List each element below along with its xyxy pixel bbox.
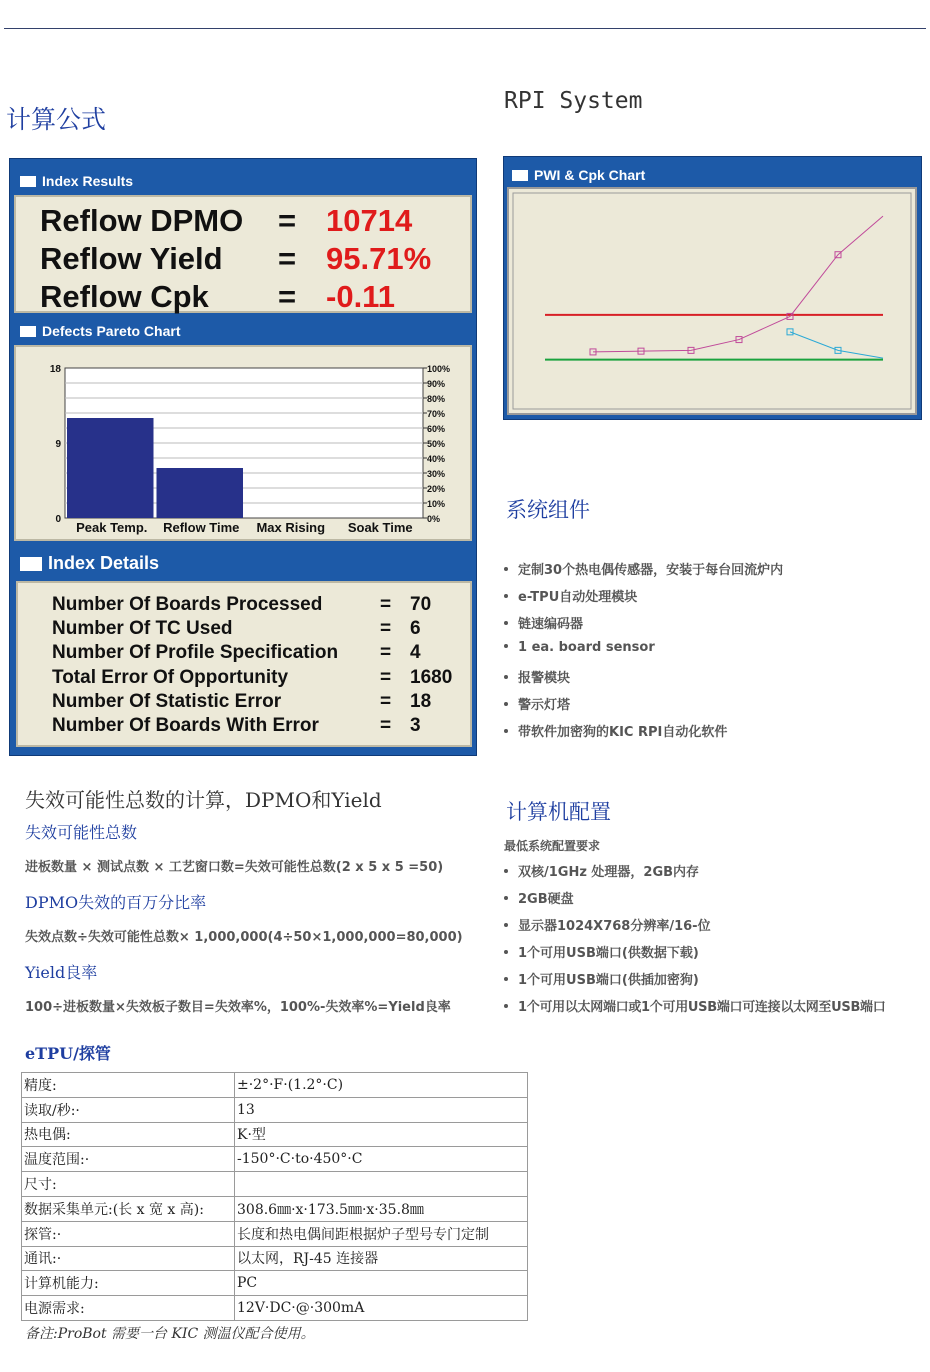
bullet-icon — [504, 950, 508, 954]
y2-tick-label: 20% — [427, 484, 446, 494]
x-tick-label: Reflow Time — [163, 520, 240, 535]
detail-value: 1680 — [410, 667, 453, 688]
yield-row — [40, 241, 432, 277]
pareto-box — [14, 345, 472, 541]
list-item-text: 警示灯塔 — [518, 698, 571, 713]
result-value: -0.11 — [326, 279, 395, 314]
spec-label: 精度: — [22, 1073, 235, 1098]
index-results-title-text: Index Results — [42, 173, 134, 189]
x-tick-label: Soak Time — [347, 520, 413, 535]
y2-tick-label: 30% — [427, 469, 446, 479]
bullet-icon — [504, 621, 508, 625]
computer-subtitle: 最低系统配置要求 — [504, 839, 601, 853]
spec-value: 长度和热电偶间距根据炉子型号专门定制 — [235, 1221, 528, 1246]
table-row — [22, 1172, 528, 1197]
detail-value: 4 — [410, 642, 421, 663]
list-item — [502, 942, 699, 961]
bullet-icon — [504, 702, 508, 706]
detail-label: Number Of TC Used — [52, 618, 233, 639]
spec-value: K·型 — [235, 1122, 528, 1147]
bullet-icon — [504, 1004, 508, 1008]
spec-value: 以太网，RJ-45 连接器 — [235, 1246, 528, 1271]
detail-row — [52, 667, 452, 689]
spec-label: 通讯:· — [22, 1246, 235, 1271]
spec-label: 尺寸: — [22, 1172, 235, 1197]
components-heading: 系统组件 — [506, 498, 590, 522]
etpu-spec-table — [21, 1072, 528, 1321]
table-row — [22, 1073, 528, 1098]
top-divider — [4, 28, 926, 29]
list-item — [502, 861, 699, 880]
spec-value — [235, 1172, 528, 1197]
detail-eq: = — [380, 715, 392, 736]
detail-row — [52, 642, 452, 664]
detail-eq: = — [380, 667, 392, 688]
detail-label: Number Of Profile Specification — [52, 642, 339, 663]
pwi-panel — [503, 156, 922, 420]
panel-icon — [512, 170, 528, 181]
list-item — [502, 694, 570, 713]
detail-eq: = — [380, 691, 392, 712]
list-item-text: 报警模块 — [518, 671, 571, 686]
list-item-text: 2GB硬盘 — [518, 892, 574, 907]
index-details-title-text: Index Details — [48, 553, 160, 573]
list-item-text: 带软件加密狗的KIC RPI自动化软件 — [518, 725, 728, 740]
bullet-icon — [504, 594, 508, 598]
calc-heading: 失效可能性总数的计算，DPMO和Yield — [25, 788, 382, 812]
computer-heading: 计算机配置 — [506, 800, 611, 824]
y-tick-label: 0 — [55, 514, 61, 525]
y2-tick-label: 80% — [427, 394, 446, 404]
bullet-icon — [504, 675, 508, 679]
calc-sub3: Yield良率 — [25, 963, 98, 982]
spec-label: 探管:· — [22, 1221, 235, 1246]
calc-text1: 进板数量 × 测试点数 × 工艺窗口数=失效可能性总数(2 x 5 x 5 =50) — [25, 860, 444, 875]
index-details-title — [20, 553, 159, 574]
list-item-text: e-TPU自动处理模块 — [518, 590, 638, 605]
detail-eq: = — [380, 594, 392, 615]
pwi-title-text: PWI & Cpk Chart — [534, 167, 646, 183]
list-item — [502, 586, 637, 605]
y2-tick-label: 10% — [427, 499, 446, 509]
list-item — [502, 559, 783, 578]
spec-value: ±·2°·F·(1.2°·C) — [235, 1073, 528, 1098]
spec-value: -150°·C·to·450°·C — [235, 1147, 528, 1172]
plot-area — [513, 193, 911, 409]
pareto-chart — [16, 347, 470, 539]
table-row — [22, 1097, 528, 1122]
table-row — [22, 1196, 528, 1221]
right-heading: RPI System — [504, 88, 643, 114]
list-item-text: 定制30个热电偶传感器，安装于每台回流炉内 — [518, 563, 784, 578]
detail-row — [52, 618, 452, 640]
detail-eq: = — [380, 618, 392, 639]
list-item — [502, 613, 583, 632]
list-item — [502, 888, 574, 907]
table-row — [22, 1296, 528, 1321]
detail-value: 6 — [410, 618, 421, 639]
spec-label: 计算机能力: — [22, 1271, 235, 1296]
list-item-text: 链速编码器 — [518, 617, 584, 632]
pwi-title — [512, 167, 645, 183]
list-item — [502, 969, 699, 988]
list-item-text: 1个可用USB端口(供数据下载) — [518, 946, 699, 961]
list-item-text: 显示器1024X768分辨率/16-位 — [518, 919, 711, 934]
result-label: Reflow Yield — [40, 241, 223, 276]
list-item-text: 1个可用USB端口(供插加密狗) — [518, 973, 699, 988]
result-eq: = — [278, 241, 297, 276]
y2-tick-label: 90% — [427, 379, 446, 389]
y2-tick-label: 50% — [427, 439, 446, 449]
table-row — [22, 1246, 528, 1271]
left-heading: 计算公式 — [6, 105, 107, 134]
panel-icon — [20, 557, 42, 571]
pwi-box — [507, 187, 917, 415]
list-item — [502, 640, 655, 655]
y-tick-label: 18 — [49, 364, 61, 375]
bar — [157, 468, 244, 518]
detail-value: 70 — [410, 594, 432, 615]
detail-label: Total Error Of Opportunity — [52, 667, 289, 688]
y2-tick-label: 0% — [427, 514, 441, 524]
table-row — [22, 1147, 528, 1172]
bullet-icon — [504, 869, 508, 873]
index-results-box — [14, 195, 472, 313]
detail-value: 18 — [410, 691, 432, 712]
y2-tick-label: 60% — [427, 424, 446, 434]
x-tick-label: Peak Temp. — [76, 520, 148, 535]
index-details-box — [16, 581, 472, 747]
list-item-text: 双核/1GHz 处理器，2GB内存 — [518, 865, 700, 880]
y2-tick-label: 100% — [427, 364, 451, 374]
calc-text2: 失效点数÷失效可能性总数× 1,000,000(4÷50×1,000,000=80,000) — [25, 930, 463, 945]
etpu-note: 备注:ProBot 需要一台 KIC 测温仪配合使用。 — [25, 1326, 315, 1342]
table-row — [22, 1221, 528, 1246]
result-label: Reflow DPMO — [40, 203, 244, 238]
y-tick-label: 9 — [55, 439, 61, 450]
bullet-icon — [504, 567, 508, 571]
calc-sub1: 失效可能性总数 — [25, 823, 138, 842]
detail-eq: = — [380, 642, 392, 663]
list-item — [502, 915, 711, 934]
detail-label: Number Of Boards Processed — [52, 594, 323, 615]
result-label: Reflow Cpk — [40, 279, 209, 314]
pareto-title-text: Defects Pareto Chart — [42, 323, 181, 339]
panel-icon — [20, 176, 36, 187]
detail-label: Number Of Boards With Error — [52, 715, 319, 736]
panel-icon — [20, 326, 36, 337]
bullet-icon — [504, 729, 508, 733]
detail-row — [52, 715, 452, 737]
bar — [67, 418, 154, 518]
calc-sub2: DPMO失效的百万分比率 — [25, 893, 207, 912]
spec-label: 读取/秒:· — [22, 1097, 235, 1122]
spec-value: 12V·DC·@·300mA — [235, 1296, 528, 1321]
spec-value: PC — [235, 1271, 528, 1296]
list-item-text: 1 ea. board sensor — [518, 640, 655, 655]
pareto-title — [20, 323, 181, 339]
detail-row — [52, 691, 452, 713]
list-item — [502, 667, 570, 686]
detail-value: 3 — [410, 715, 421, 736]
cpk-row — [40, 279, 395, 315]
detail-label: Number Of Statistic Error — [52, 691, 282, 712]
result-value: 95.71% — [326, 241, 432, 276]
etpu-heading: eTPU/探管 — [25, 1044, 111, 1063]
spec-label: 电源需求: — [22, 1296, 235, 1321]
index-results-title — [20, 173, 133, 189]
bullet-icon — [504, 644, 508, 648]
spec-label: 温度范围:· — [22, 1147, 235, 1172]
x-tick-label: Max Rising — [256, 520, 326, 535]
result-eq: = — [278, 279, 297, 314]
bullet-icon — [504, 977, 508, 981]
table-row — [22, 1122, 528, 1147]
calc-text3: 100÷进板数量×失效板子数目=失效率%，100%-失效率%=Yield良率 — [25, 1000, 451, 1015]
index-panel — [9, 158, 477, 756]
pwi-chart — [509, 189, 915, 413]
result-value: 10714 — [326, 203, 413, 238]
y2-tick-label: 70% — [427, 409, 446, 419]
list-item — [502, 996, 885, 1015]
spec-label: 热电偶: — [22, 1122, 235, 1147]
dpmo-row — [40, 203, 413, 239]
result-eq: = — [278, 203, 297, 238]
list-item-text: 1个可用以太网端口或1个可用USB端口可连接以太网至USB端口 — [518, 1000, 886, 1015]
list-item — [502, 721, 727, 740]
detail-row — [52, 594, 452, 616]
spec-value: 13 — [235, 1097, 528, 1122]
spec-label: 数据采集单元:(长 x 宽 x 高): — [22, 1196, 235, 1221]
spec-value: 308.6㎜·x·173.5㎜·x·35.8㎜ — [235, 1196, 528, 1221]
bullet-icon — [504, 896, 508, 900]
bullet-icon — [504, 923, 508, 927]
table-row — [22, 1271, 528, 1296]
y2-tick-label: 40% — [427, 454, 446, 464]
